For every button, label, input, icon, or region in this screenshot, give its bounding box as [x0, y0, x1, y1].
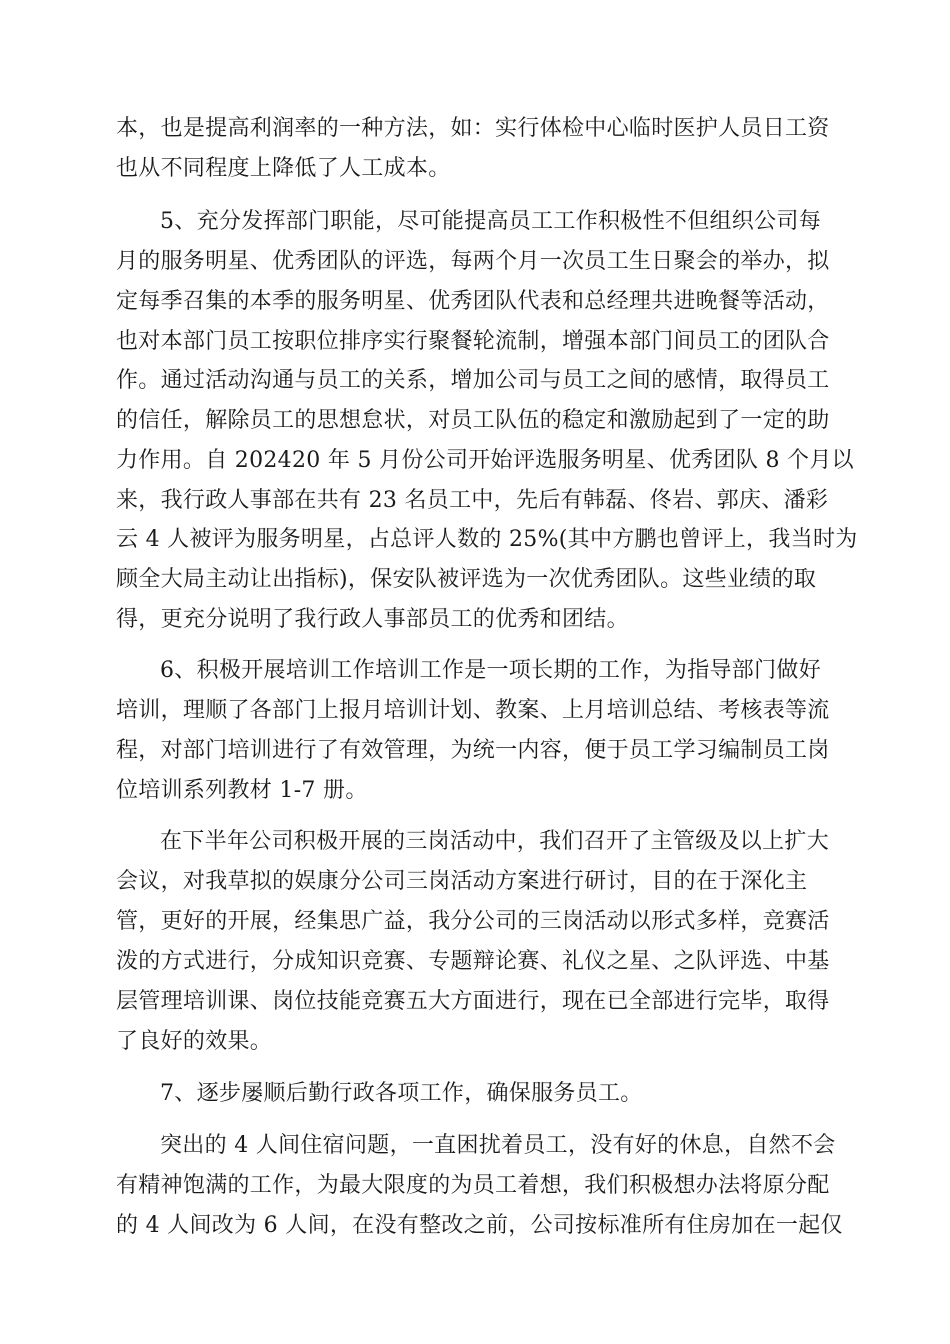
- text-line: 也对本部门员工按职位排序实行聚餐轮流制，增强本部门间员工的团队合: [116, 329, 830, 354]
- text-line: 5、充分发挥部门职能，尽可能提高员工工作积极性不但组织公司每: [160, 209, 821, 234]
- text-line: 泼的方式进行，分成知识竞赛、专题辩论赛、礼仪之星、之队评选、中基: [116, 949, 830, 974]
- text-line: 月的服务明星、优秀团队的评选，每两个月一次员工生日聚会的举办，拟: [116, 249, 830, 274]
- text-line: 突出的 4 人间住宿问题，一直困扰着员工，没有好的休息，自然不会: [160, 1133, 836, 1158]
- text-line: 在下半年公司积极开展的三岗活动中，我们召开了主管级及以上扩大: [160, 829, 830, 854]
- text-line: 程，对部门培训进行了有效管理，为统一内容，便于员工学习编制员工岗: [116, 738, 830, 763]
- text-line: 的信任，解除员工的思想怠状，对员工队伍的稳定和激励起到了一定的助: [116, 408, 830, 433]
- text-line: 也从不同程度上降低了人工成本。: [116, 156, 451, 181]
- text-line: 云 4 人被评为服务明星，占总评人数的 25%(其中方鹏也曾评上，我当时为: [116, 527, 858, 552]
- text-line: 位培训系列教材 1-7 册。: [116, 778, 368, 803]
- text-line: 培训，理顺了各部门上报月培训计划、教案、上月培训总结、考核表等流: [116, 698, 830, 723]
- text-line: 顾全大局主动让出指标)，保安队被评选为一次优秀团队。这些业绩的取: [116, 567, 817, 592]
- text-line: 定每季召集的本季的服务明星、优秀团队代表和总经理共进晚餐等活动，: [116, 289, 830, 314]
- text-line: 管，更好的开展，经集思广益，我分公司的三岗活动以形式多样，竞赛活: [116, 909, 830, 934]
- text-line: 得，更充分说明了我行政人事部员工的优秀和团结。: [116, 607, 629, 632]
- text-line: 来，我行政人事部在共有 23 名员工中，先后有韩磊、佟岩、郭庆、潘彩: [116, 488, 829, 513]
- text-line: 有精神饱满的工作，为最大限度的为员工着想，我们积极想办法将原分配: [116, 1173, 830, 1198]
- text-line: 了良好的效果。: [116, 1029, 273, 1054]
- text-line: 7、逐步屡顺后勤行政各项工作，确保服务员工。: [160, 1081, 643, 1106]
- text-line: 本，也是提高利润率的一种方法，如：实行体检中心临时医护人员日工资: [116, 116, 830, 141]
- text-line: 6、积极开展培训工作培训工作是一项长期的工作，为指导部门做好: [160, 658, 821, 683]
- text-line: 层管理培训课、岗位技能竞赛五大方面进行，现在已全部进行完毕，取得: [116, 989, 830, 1014]
- text-line: 力作用。自 202420 年 5 月份公司开始评选服务明星、优秀团队 8 个月以: [116, 448, 854, 473]
- text-line: 的 4 人间改为 6 人间，在没有整改之前，公司按标准所有住房加在一起仅: [116, 1213, 843, 1238]
- text-line: 会议，对我草拟的娱康分公司三岗活动方案进行研讨，目的在于深化主: [116, 869, 808, 894]
- text-line: 作。通过活动沟通与员工的关系，增加公司与员工之间的感情，取得员工: [116, 368, 830, 393]
